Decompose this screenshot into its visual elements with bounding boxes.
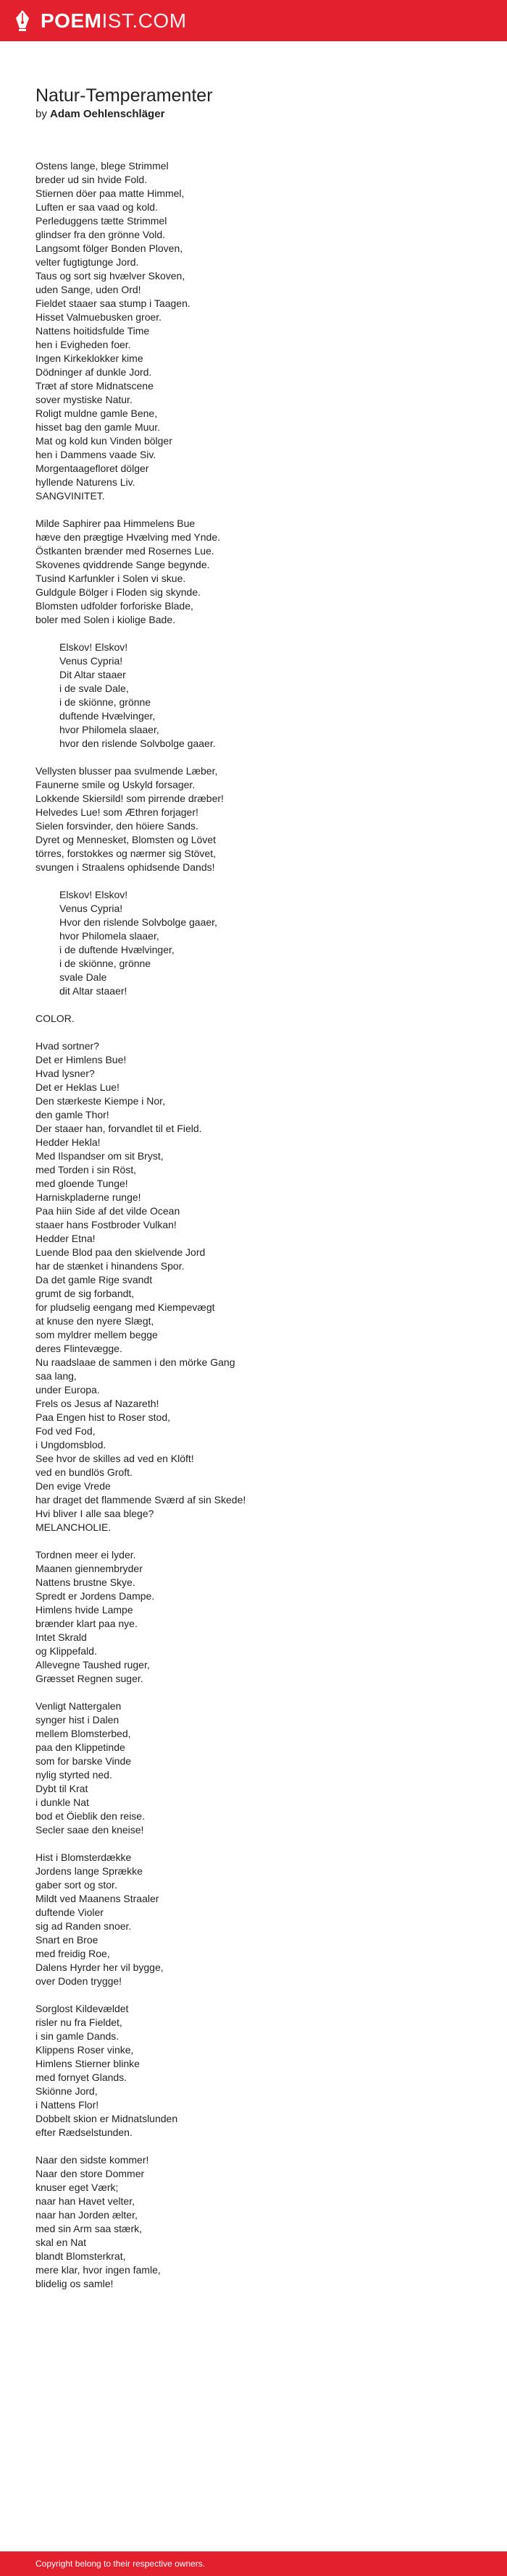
poem-line: Perleduggens tætte Strimmel [35,215,167,227]
poem-line: risler nu fra Fieldet, [35,2017,122,2028]
poem-line: hen i Dammens vaade Siv. [35,449,156,460]
poem-line: Spredt er Jordens Dampe. [35,1590,155,1602]
poem-line: Naar den store Dommer [35,2168,145,2179]
poem-line: velter fugtigtunge Jord. [35,256,139,268]
poem-line: Luften er saa vaad og kold. [35,201,158,213]
poem-line: Sielen forsvinder, den höiere Sands. [35,820,198,832]
poem-line: Den evige Vrede [35,1480,111,1492]
copyright-text: Copyright belong to their respective owners. [35,2559,206,2569]
poem-stanza [35,1548,485,1686]
poem-line: boler med Solen i kiolige Bade. [35,614,176,625]
poem-line: den gamle Thor! [35,1109,109,1120]
poem-line: under Europa. [35,1384,100,1395]
poem-line: saa lang, [35,1370,77,1382]
poem-line: Östkanten brænder med Rosernes Lue. [35,545,214,557]
poem-line: dit Altar staaer! [59,985,127,997]
poem-line: som for barske Vinde [35,1755,132,1767]
poem-line: MELANCHOLIE. [35,1521,112,1533]
poem-line: Venligt Nattergalen [35,1700,122,1712]
poem-line: og Klippefald. [35,1645,97,1657]
poem-line: Træt af store Midnatscene [35,380,154,392]
poem-line: Fieldet staaer saa stump i Taagen. [35,297,190,309]
poem-line: Det er Heklas Lue! [35,1081,120,1093]
poem-line: staaer hans Fostbroder Vulkan! [35,1219,177,1230]
poem-line: bod et Öieblik den reise. [35,1810,145,1822]
poem-line: Nu raadslaae de sammen i den mörke Gang [35,1356,235,1368]
poem-line: hæve den prægtige Hvælving med Ynde. [35,531,221,543]
poem-body [35,159,485,2305]
poem-line: Himlens Stierner blinke [35,2058,140,2069]
poem-line: Det er Himlens Bue! [35,1054,127,1065]
poem-line: Faunerne smile og Uskyld forsager. [35,779,196,790]
poem-line: duftende Hvælvinger, [59,710,156,722]
poem-line: Skiönne Jord, [35,2085,98,2097]
poem-stanza [35,2153,485,2291]
poem-line: i dunkle Nat [35,1796,89,1808]
poem-line: Hvad lysner? [35,1068,95,1079]
poem-line: Vellysten blusser paa svulmende Læber, [35,765,218,777]
poem-stanza [35,764,485,874]
poem-line: Milde Saphirer paa Himmelens Bue [35,518,196,529]
poem-line: med Torden i sin Röst, [35,1164,137,1175]
poem-line: mellem Blomsterbed, [35,1728,131,1739]
logo-bold-text: POEM [41,9,102,32]
poem-line: Dalens Hyrder her vil bygge, [35,1961,164,1973]
poem-line: med gloende Tunge! [35,1178,128,1189]
poem-line: som myldrer mellem begge [35,1329,158,1340]
poem-line: hyllende Naturens Liv. [35,476,135,488]
poem-line: Roligt muldne gamle Bene, [35,407,158,419]
poem-line: Ostens lange, blege Strimmel [35,160,169,172]
poem-line: Dybt til Krat [35,1783,88,1794]
poem-stanza [35,1851,485,1988]
poem-line: Venus Cypria! [59,655,123,667]
poem-line: Frels os Jesus af Nazareth! [35,1398,159,1409]
poem-line: for pludselig eengang med Kiempevægt [35,1301,215,1313]
poem-stanza [35,2002,485,2140]
poem-line: Elskov! Elskov! [59,641,128,653]
poem-line: Nattens hoitidsfulde Time [35,325,150,337]
poem-line: Guldgule Bölger i Floden sig skynde. [35,586,201,598]
poem-line: nylig styrted ned. [35,1769,112,1781]
poem-line: Dyret og Mennesket, Blomsten og Lövet [35,834,217,845]
poem-line: Hisset Valmuebusken groer. [35,311,162,323]
poem-stanza [35,641,485,751]
poem-line: deres Flintevægge. [35,1343,122,1354]
poem-line: Tusind Karfunkler i Solen vi skue. [35,573,186,584]
poem-line: knuser eget Værk; [35,2182,119,2193]
poem-line: blandt Blomsterkrat, [35,2250,126,2262]
poem-line: med sin Arm saa stærk, [35,2223,143,2234]
poem-line: Naar den sidste kommer! [35,2154,149,2166]
poem-line: Der staaer han, forvandlet til et Field. [35,1123,202,1134]
poem-line: Intet Skrald [35,1631,87,1643]
poem-stanza [35,888,485,998]
poem-line: Taus og sort sig hvælver Skoven, [35,270,185,282]
poem-line: ved en bundlös Groft. [35,1466,133,1478]
poem-line: uden Sange, uden Ord! [35,284,141,295]
poem-line: Sorglost Kildevældet [35,2003,129,2014]
poem-line: Dödninger af dunkle Jord. [35,366,152,378]
poem-line: Himlens hvide Lampe [35,1604,133,1616]
poem-line: Allevegne Taushed ruger, [35,1659,150,1671]
poem-line: Morgentaagefloret dölger [35,463,149,474]
poem-line: Dit Altar staaer [59,669,126,680]
poem-line: Stiernen döer paa matte Himmel, [35,187,185,199]
poem-line: med freidig Roe, [35,1948,110,1959]
poem-line: Dobbelt skion er Midnatslunden [35,2113,178,2124]
poem-line: i sin gamle Dands. [35,2030,120,2042]
poem-line: Ingen Kirkeklokker kime [35,352,143,364]
site-footer [0,2551,507,2576]
poem-line: grumt de sig forbandt, [35,1288,135,1299]
pen-nib-icon[interactable] [14,9,30,31]
poem-stanza [35,1699,485,1837]
site-header [0,0,507,41]
poem-line: naar han Jorden ælter, [35,2209,138,2221]
poem-line: hvor den rislende Solvbolge gaaer. [59,738,216,749]
poem-line: SANGVINITET. [35,490,105,502]
poem-stanza [35,1039,485,1534]
poem-line: Med Ilspandser om sit Bryst, [35,1150,164,1162]
poem-line: paa den Klippetinde [35,1741,125,1753]
author-link[interactable]: Adam Oehlenschläger [50,108,165,120]
poem-line: Mildt ved Maanens Straaler [35,1893,159,1904]
logo-light-text: IST.COM [101,9,187,32]
poem-stanza [35,159,485,503]
poem-line: Hedder Hekla! [35,1136,101,1148]
by-label: by [35,108,47,120]
poem-line: svale Dale [59,971,107,983]
poem-line: Klippens Roser vinke, [35,2044,134,2056]
poem-line: Venus Cypria! [59,903,123,914]
poem-line: Hvad sortner? [35,1040,99,1052]
poem-line: Paa hiin Side af det vilde Ocean [35,1205,180,1217]
poem-line: breder ud sin hvide Fold. [35,174,148,185]
poem-line: Mat og kold kun Vinden bölger [35,435,172,447]
poem-line: Langsomt fölger Bonden Ploven, [35,242,183,254]
poem-line: Hvor den rislende Solvbolge gaaer, [59,916,217,928]
poem-line: Nattens brustne Skye. [35,1576,135,1588]
poem-line: Harniskpladerne runge! [35,1191,141,1203]
poem-line: i de skiönne, grönne [59,958,151,969]
poem-line: duftende Violer [35,1906,104,1918]
poem-line: Hedder Etna! [35,1233,96,1244]
poem-line: hvor Philomela slaaer, [59,930,159,942]
poem-line: Skovenes qviddrende Sange begynde. [35,559,210,570]
poem-line: gaber sort og stor. [35,1879,117,1891]
poem-line: Græsset Regnen suger. [35,1673,143,1684]
site-logo[interactable] [41,11,187,31]
poem-line: Maanen giennembryder [35,1563,143,1574]
poem-line: med fornyet Glands. [35,2072,127,2083]
poem-line: Blomsten udfolder forforiske Blade, [35,600,193,612]
poem-line: Lokkende Skiersild! som pirrende dræber! [35,793,224,804]
poem-line: Snart en Broe [35,1934,99,1946]
poem-line: har draget det flammende Sværd af sin Skede! [35,1494,246,1506]
poem-line: har de stænket i hinandens Spor. [35,1260,185,1272]
poem-line: i de duftende Hvælvinger, [59,944,175,955]
poem-line: i Nattens Flor! [35,2099,99,2111]
poem-line: hvor Philomela slaaer, [59,724,159,735]
poem-line: at knuse den nyere Slægt, [35,1315,154,1327]
poem-line: mere klar, hvor ingen famle, [35,2264,161,2276]
poem-line: efter Rædselstunden. [35,2127,133,2138]
poem-line: Da det gamle Rige svandt [35,1274,153,1285]
poem-line: i de skiönne, grönne [59,696,151,708]
poem-line: Secler saae den kneise! [35,1824,144,1836]
poem-line: blidelig os samle! [35,2278,114,2289]
poem-line: törres, forstokkes og nærmer sig Stövet, [35,848,216,859]
poem-line: svungen i Straalens ophidsende Dands! [35,861,215,873]
poem-line: Tordnen meer ei lyder. [35,1549,136,1561]
poem-line: synger hist i Dalen [35,1714,120,1726]
poem-line: naar han Havet velter, [35,2195,135,2207]
poem-stanza [35,517,485,627]
poem-line: Fod ved Fod, [35,1425,96,1437]
poem-line: sig ad Randen snoer. [35,1920,132,1932]
poem-title: Natur-Temperamenter [35,85,213,106]
poem-byline [35,107,164,122]
poem-line: See hvor de skilles ad ved en Klöft! [35,1453,194,1464]
poem-line: Paa Engen hist to Roser stod, [35,1411,170,1423]
poem-line: COLOR. [35,1013,75,1024]
poem-line: Jordens lange Sprække [35,1865,143,1877]
poem-line: brænder klart paa nye. [35,1618,138,1629]
poem-line: Helvedes Lue! som Æthren forjager! [35,806,198,818]
poem-line: Hist i Blomsterdække [35,1851,132,1863]
poem-line: sover mystiske Natur. [35,394,133,405]
poem-line: i de svale Dale, [59,683,129,694]
poem-line: over Doden trygge! [35,1975,122,1987]
poem-line: Hvi bliver I alle saa blege? [35,1508,154,1519]
poem-line: Elskov! Elskov! [59,889,128,900]
poem-line: skal en Nat [35,2237,87,2248]
poem-line: i Ungdomsblod. [35,1439,106,1450]
poem-stanza [35,1012,485,1026]
poem-line: Luende Blod paa den skielvende Jord [35,1246,206,1258]
poem-line: hisset bag den gamle Muur. [35,421,160,433]
poem-line: Den stærkeste Kiempe i Nor, [35,1095,165,1107]
poem-line: glindser fra den grönne Vold. [35,229,166,240]
poem-line: hen i Evigheden foer. [35,339,131,350]
